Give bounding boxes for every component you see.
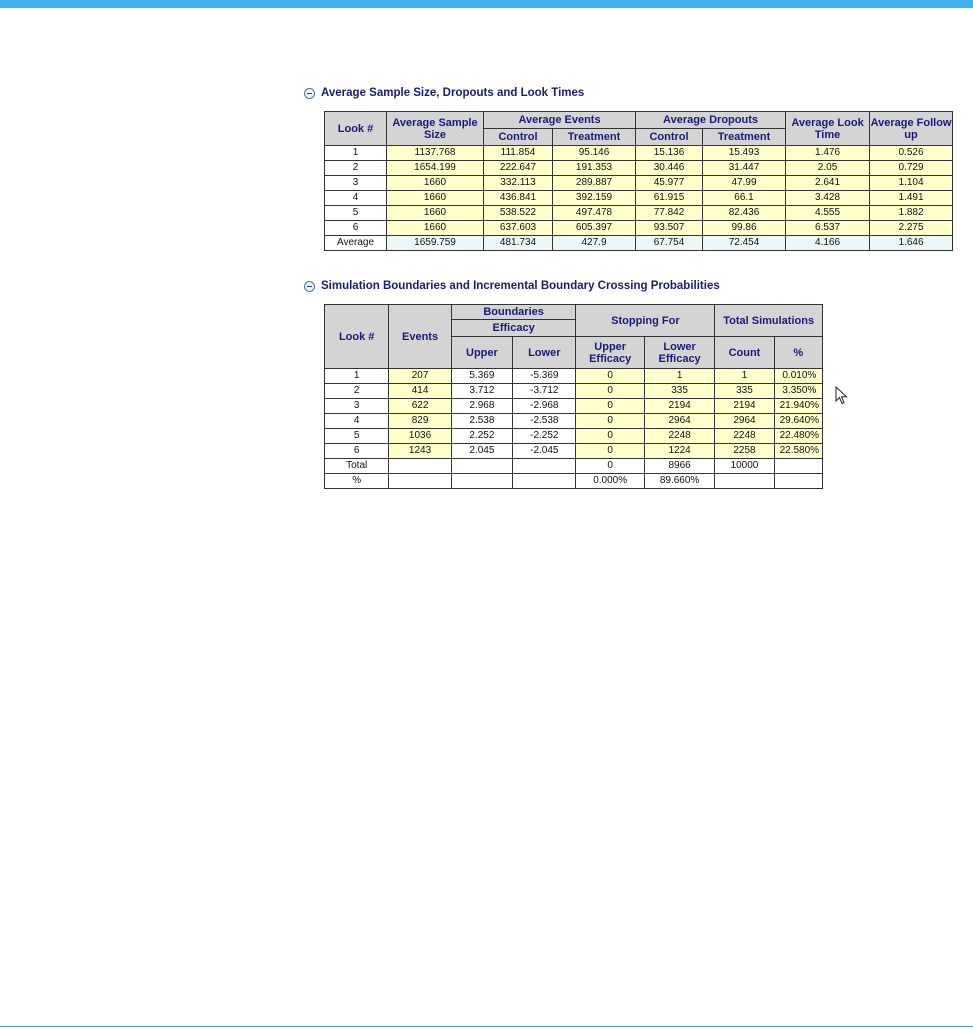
cell [513,459,576,474]
section2-title: Simulation Boundaries and Incremental Boundary Crossing Probabilities [321,280,720,292]
cell: 1660 [387,221,484,236]
cell-events: 829 [389,414,451,429]
cell-look: 6 [325,444,389,459]
cell: 45.977 [636,176,703,191]
header-avg-sample-size: Average Sample Size [387,112,484,146]
cell [774,474,822,489]
cell: 4.166 [786,236,870,251]
cell-lower: -2.252 [513,429,576,444]
cell-pct: 22.480% [774,429,822,444]
header-avg-look-time: Average Look Time [786,112,870,146]
cell-pct: 21.940% [774,399,822,414]
cell-upper: 2.252 [451,429,512,444]
cell-count: 2248 [715,429,774,444]
collapse-minus-icon[interactable] [304,281,315,292]
cell-count: 10000 [715,459,774,474]
cell-look: 2 [325,384,389,399]
cell: 2.275 [870,221,953,236]
header-efficacy: Efficacy [451,320,576,337]
cell-count: 2194 [715,399,774,414]
header-avg-dropouts: Average Dropouts [636,112,786,129]
cell-pct: 29.640% [774,414,822,429]
cell: 1.104 [870,176,953,191]
table-row [325,191,953,206]
cell-upper-efficacy: 0 [576,444,644,459]
cell: 99.86 [703,221,786,236]
cell-lower-efficacy: 2248 [644,429,714,444]
cell-events: 207 [389,369,451,384]
bottom-divider [0,1026,973,1027]
cell-look: % [325,474,389,489]
cell-lower-efficacy: 89.660% [644,474,714,489]
cell-upper: 5.369 [451,369,512,384]
cell-upper-efficacy: 0 [576,459,644,474]
cell: 191.353 [553,161,636,176]
cell-look: 1 [325,369,389,384]
cell-upper: 2.538 [451,414,512,429]
cell: 289.887 [553,176,636,191]
cell-upper-efficacy: 0.000% [576,474,644,489]
cell-lower-efficacy: 1224 [644,444,714,459]
cell-lower-efficacy: 1 [644,369,714,384]
cell-upper-efficacy: 0 [576,369,644,384]
cell-count: 1 [715,369,774,384]
cell: 0.526 [870,146,953,161]
table-row [325,429,823,444]
table-row [325,414,823,429]
cell [513,474,576,489]
cell: 72.454 [703,236,786,251]
header-count: Count [715,337,774,369]
table-row [325,444,823,459]
cell: 77.842 [636,206,703,221]
cell-lower: -2.538 [513,414,576,429]
table-row [325,146,953,161]
cell-count: 2258 [715,444,774,459]
cell-look: Average [325,236,387,251]
header-events-control: Control [484,129,553,146]
cell: 93.507 [636,221,703,236]
cell: 66.1 [703,191,786,206]
table-row-pct [325,474,823,489]
cell: 427.9 [553,236,636,251]
cell-lower: -2.968 [513,399,576,414]
header-upper: Upper [451,337,512,369]
header-stopping-for: Stopping For [576,305,715,337]
header-avg-events: Average Events [484,112,636,129]
cell: 1.882 [870,206,953,221]
cell-lower: -3.712 [513,384,576,399]
cell: 538.522 [484,206,553,221]
cell [715,474,774,489]
cell-pct: 0.010% [774,369,822,384]
cell: 31.447 [703,161,786,176]
cell: 61.915 [636,191,703,206]
collapse-minus-icon[interactable] [304,88,315,99]
cell-lower: -2.045 [513,444,576,459]
table-row [325,221,953,236]
header-look: Look # [325,112,387,146]
cell: 1659.759 [387,236,484,251]
cell-look: 2 [325,161,387,176]
mouse-pointer-icon [835,386,849,406]
table-row [325,399,823,414]
cell: 3.428 [786,191,870,206]
cell: 6.537 [786,221,870,236]
cell-pct: 3.350% [774,384,822,399]
header-events-treatment: Treatment [553,129,636,146]
cell-upper-efficacy: 0 [576,399,644,414]
cell: 4.555 [786,206,870,221]
cell: 497.478 [553,206,636,221]
table-row [325,206,953,221]
header-avg-follow-up: Average Follow up [870,112,953,146]
cell-upper-efficacy: 0 [576,384,644,399]
cell-count: 2964 [715,414,774,429]
cell-lower-efficacy: 335 [644,384,714,399]
section2-header[interactable] [304,278,720,294]
cell: 15.493 [703,146,786,161]
cell-count: 335 [715,384,774,399]
boundaries-crossing-table [324,304,823,489]
cell-look: Total [325,459,389,474]
cell-upper: 2.045 [451,444,512,459]
cell: 1654.199 [387,161,484,176]
cell-look: 5 [325,206,387,221]
section1-header[interactable] [304,85,584,101]
cell-look: 4 [325,191,387,206]
table-row [325,161,953,176]
table-row-average [325,236,953,251]
cell-events: 622 [389,399,451,414]
average-sample-size-table [324,111,953,251]
table-row [325,369,823,384]
cell: 1.491 [870,191,953,206]
cell-upper: 2.968 [451,399,512,414]
header-boundaries: Boundaries [451,305,576,320]
cell: 1137.768 [387,146,484,161]
header-dropouts-treatment: Treatment [703,129,786,146]
cell: 392.159 [553,191,636,206]
header-total-simulations: Total Simulations [715,305,823,337]
cell-events: 414 [389,384,451,399]
cell-events: 1243 [389,444,451,459]
cell: 15.136 [636,146,703,161]
cell [389,474,451,489]
cell: 332.113 [484,176,553,191]
cell-lower-efficacy: 2964 [644,414,714,429]
cell: 1660 [387,206,484,221]
cell-upper-efficacy: 0 [576,429,644,444]
cell-upper-efficacy: 0 [576,414,644,429]
table-row [325,176,953,191]
cell-look: 3 [325,176,387,191]
cell: 1.646 [870,236,953,251]
cell: 2.05 [786,161,870,176]
top-accent-bar [0,0,973,8]
cell-look: 5 [325,429,389,444]
header-pct: % [774,337,822,369]
cell-pct: 22.580% [774,444,822,459]
cell [451,459,512,474]
cell-lower: -5.369 [513,369,576,384]
table-row [325,384,823,399]
cell-lower-efficacy: 2194 [644,399,714,414]
cell: 222.647 [484,161,553,176]
cell-events: 1036 [389,429,451,444]
cell: 481.734 [484,236,553,251]
cell [451,474,512,489]
cell [774,459,822,474]
cell: 111.854 [484,146,553,161]
header-dropouts-control: Control [636,129,703,146]
cell: 67.754 [636,236,703,251]
section1-title: Average Sample Size, Dropouts and Look Times [321,87,585,99]
header-lower-efficacy: Lower Efficacy [644,337,714,369]
cell-lower-efficacy: 8966 [644,459,714,474]
cell: 30.446 [636,161,703,176]
cell [389,459,451,474]
cell: 1660 [387,191,484,206]
cell-upper: 3.712 [451,384,512,399]
header-lower: Lower [513,337,576,369]
cell: 1.476 [786,146,870,161]
cell: 2.641 [786,176,870,191]
cell: 95.146 [553,146,636,161]
cell-look: 1 [325,146,387,161]
header-upper-efficacy: Upper Efficacy [576,337,644,369]
cell: 605.397 [553,221,636,236]
cell-look: 6 [325,221,387,236]
cell: 0.729 [870,161,953,176]
cell: 47.99 [703,176,786,191]
cell: 82.436 [703,206,786,221]
header-events: Events [389,305,451,369]
cell: 436.841 [484,191,553,206]
table-row-total [325,459,823,474]
header-look: Look # [325,305,389,369]
cell: 637.603 [484,221,553,236]
cell: 1660 [387,176,484,191]
cell-look: 3 [325,399,389,414]
cell-look: 4 [325,414,389,429]
